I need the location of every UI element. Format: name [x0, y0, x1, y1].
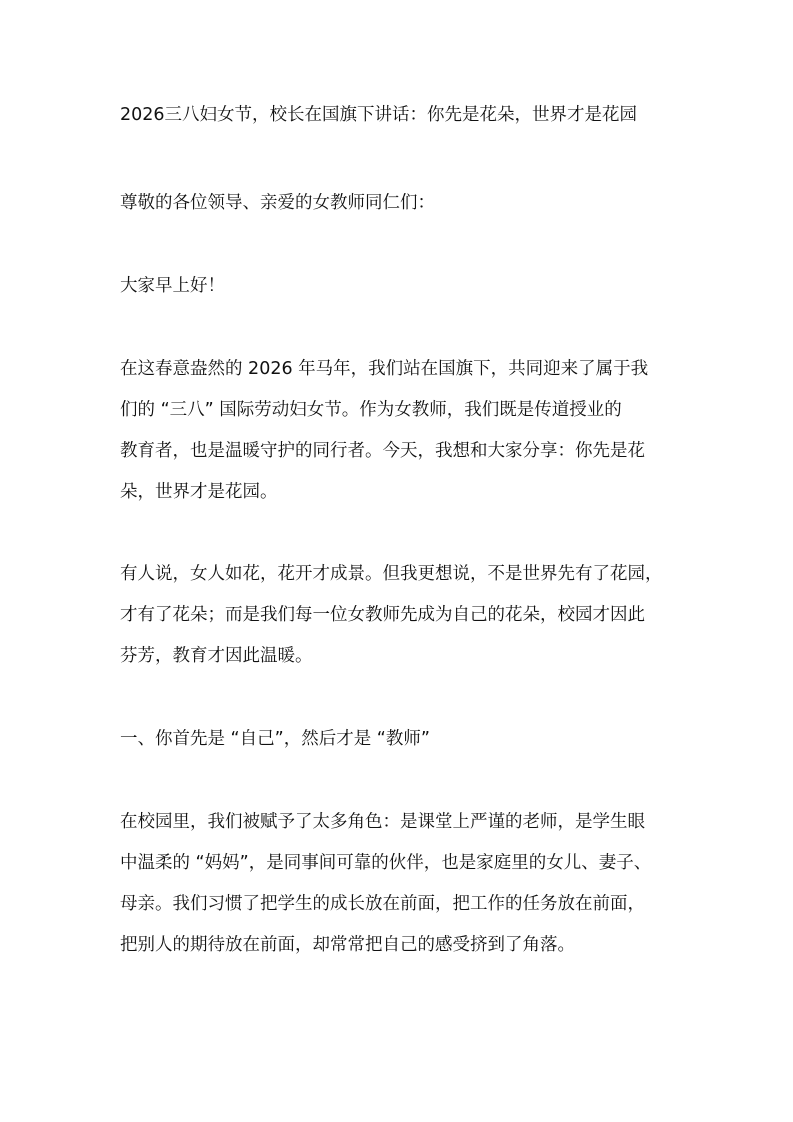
paragraph-line: 中温柔的 “妈妈”，是同事间可靠的伙伴，也是家庭里的女儿、妻子、 [120, 853, 652, 873]
document-title: 2026三八妇女节，校长在国旗下讲话：你先是花朵，世界才是花园 [120, 105, 638, 125]
paragraph-line: 在校园里，我们被赋予了太多角色：是课堂上严谨的老师，是学生眼 [120, 812, 645, 832]
paragraph-line: 才有了花朵；而是我们每一位女教师先成为自己的花朵，校园才因此 [120, 605, 645, 625]
salutation: 尊敬的各位领导、亲爱的女教师同仁们： [120, 193, 435, 213]
greeting: 大家早上好！ [120, 276, 225, 296]
paragraph-line: 母亲。我们习惯了把学生的成长放在前面，把工作的任务放在前面， [120, 894, 645, 914]
paragraph-line: 们的 “三八” 国际劳动妇女节。作为女教师，我们既是传道授业的 [120, 400, 622, 420]
paragraph-line: 教育者，也是温暖守护的同行者。今天，我想和大家分享：你先是花 [120, 441, 645, 461]
paragraph-line: 把别人的期待放在前面，却常常把自己的感受挤到了角落。 [120, 935, 575, 955]
paragraph-line: 芬芳，教育才因此温暖。 [120, 646, 313, 666]
paragraph-line: 朵，世界才是花园。 [120, 482, 278, 502]
paragraph-line: 有人说，女人如花，花开才成景。但我更想说，不是世界先有了花园， [120, 564, 663, 584]
paragraph-line: 在这春意盎然的 2026 年马年，我们站在国旗下，共同迎来了属于我 [120, 359, 649, 379]
section-heading: 一、你首先是 “自己”，然后才是 “教师” [120, 729, 430, 749]
